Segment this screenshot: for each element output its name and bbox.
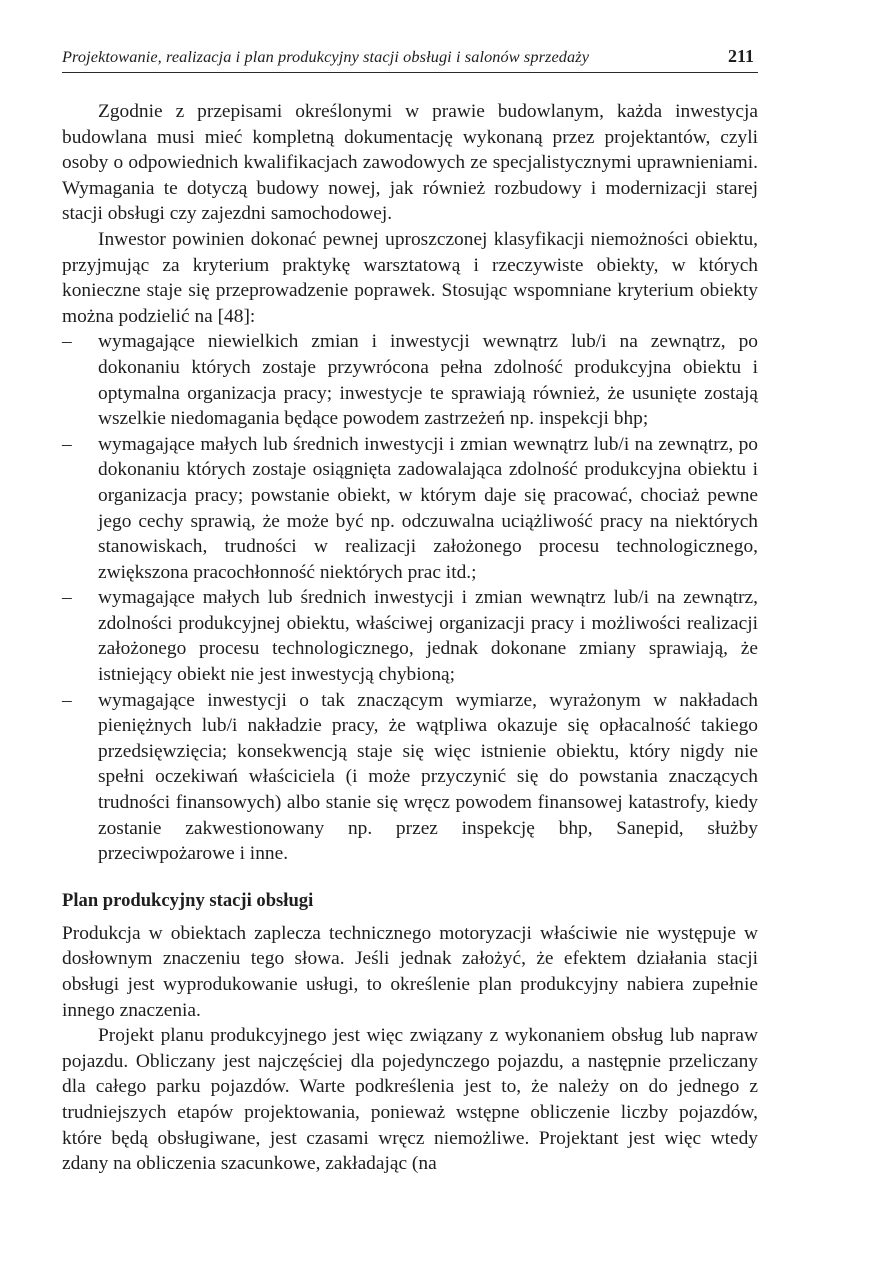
list-item [62,329,758,431]
classification-list [62,329,758,866]
running-header [62,46,758,73]
list-item [62,432,758,586]
list-item-text: wymagające inwestycji o tak znaczącym wymiarze, wyrażonym w nakładach pieniężnych lub/i nakładzie pracy, że wątpliwa okazuje się opłacalność takiego przedsięwzięcia; konsekwencją staje się więc istnienie obiektu, który nigdy nie spełni oczekiwań właściciela (i może przyczynić się do powstania znaczących trudności finansowych) albo stanie się wręcz powodem finansowej katastrofy, kiedy zostanie zakwestionowany np. przez inspekcję bhp, Sanepid, służby przeciwpożarowe i inne. [98,689,758,865]
list-item-text: wymagające małych lub średnich inwestycji i zmian wewnątrz lub/i na zewnątrz, zdolności produkcyjnej obiektu, właściwej organizacji pracy i możliwości realizacji założonego procesu technologicznego, jednak dokonane zmiany sprawiają, że istniejący obiekt nie jest inwestycją chybioną; [98,587,758,686]
section-heading: Plan produkcyjny stacji obsługi [62,889,314,911]
dash-bullet: – [62,689,72,711]
list-item-text: wymagające niewielkich zmian i inwestycji wewnątrz lub/i na zewnątrz, po dokonaniu których zostaje przywrócona pełna zdolność produkcyjna obiektu i optymalna organizacja pracy; inwestycje te sprawiają również, że usunięte zostają wszelkie niedomagania będące powodem zastrzeżeń np. inspekcji bhp; [98,331,758,430]
dash-bullet: – [62,587,72,609]
list-item [62,688,758,867]
intro-paragraph: Zgodnie z przepisami określonymi w prawie budowlanym, każda inwestycja budowlana musi mieć kompletną dokumentację wykonaną przez projektantów, czyli osoby o odpowiednich kwalifikacjach zawodowych ze specjalistycznymi uprawnieniami. Wymagania te dotyczą budowy nowej, jak również rozbudowy i modernizacji starej stacji obsługi czy zajezdni samochodowej. [62,101,758,225]
running-title: Projektowanie, realizacja i plan produkcyjny stacji obsługi i salonów sprzedaży [62,47,590,66]
page-number: 211 [727,46,754,66]
dash-bullet: – [62,331,72,353]
section-paragraph: Produkcja w obiektach zaplecza technicznego motoryzacji właściwie nie występuje w dosłownym znaczeniu tego słowa. Jeśli jednak założyć, że efektem działania stacji obsługi jest wyprodukowanie usługi, to określenie plan produkcyjny nabiera zupełnie innego znaczenia. [62,922,758,1021]
list-item [62,585,758,687]
intro-paragraph: Inwestor powinien dokonać pewnej uproszczonej klasyfikacji niemożności obiektu, przyjmując za kryterium praktykę warsztatową i rzeczywiste obiekty, w których konieczne staje się przeprowadzenie poprawek. Stosując wspomniane kryterium obiekty można podzielić na [48]: [62,228,758,327]
section-paragraph: Projekt planu produkcyjnego jest więc związany z wykonaniem obsług lub napraw pojazdu. Obliczany jest najczęściej dla pojedynczego pojazdu, a następnie przeliczany dla całego parku pojazdów. Warte podkreślenia jest to, że należy on do jednego z trudniejszych etapów projektowania, ponieważ wstępne obliczenie liczby pojazdów, które będą obsługiwane, jest czasami wręcz niemożliwe. Projektant jest więc wtedy zdany na obliczenia szacunkowe, zakładając (na [62,1025,758,1175]
dash-bullet: – [62,433,72,455]
list-item-text: wymagające małych lub średnich inwestycji i zmian wewnątrz lub/i na zewnątrz, po dokonaniu których zostaje osiągnięta zadowalająca zdolność produkcyjna obiektu i organizacja pracy; powstanie obiekt, w którym daje się pracować, chociaż pewne jego cechy sprawią, że może być np. odczuwalna uciążliwość pracy na niektórych stanowiskach, trudności w realizacji założonego procesu technologicznego, zwiększona pracochłonność niektórych prac itd.; [98,433,758,583]
book-page [62,46,758,1177]
